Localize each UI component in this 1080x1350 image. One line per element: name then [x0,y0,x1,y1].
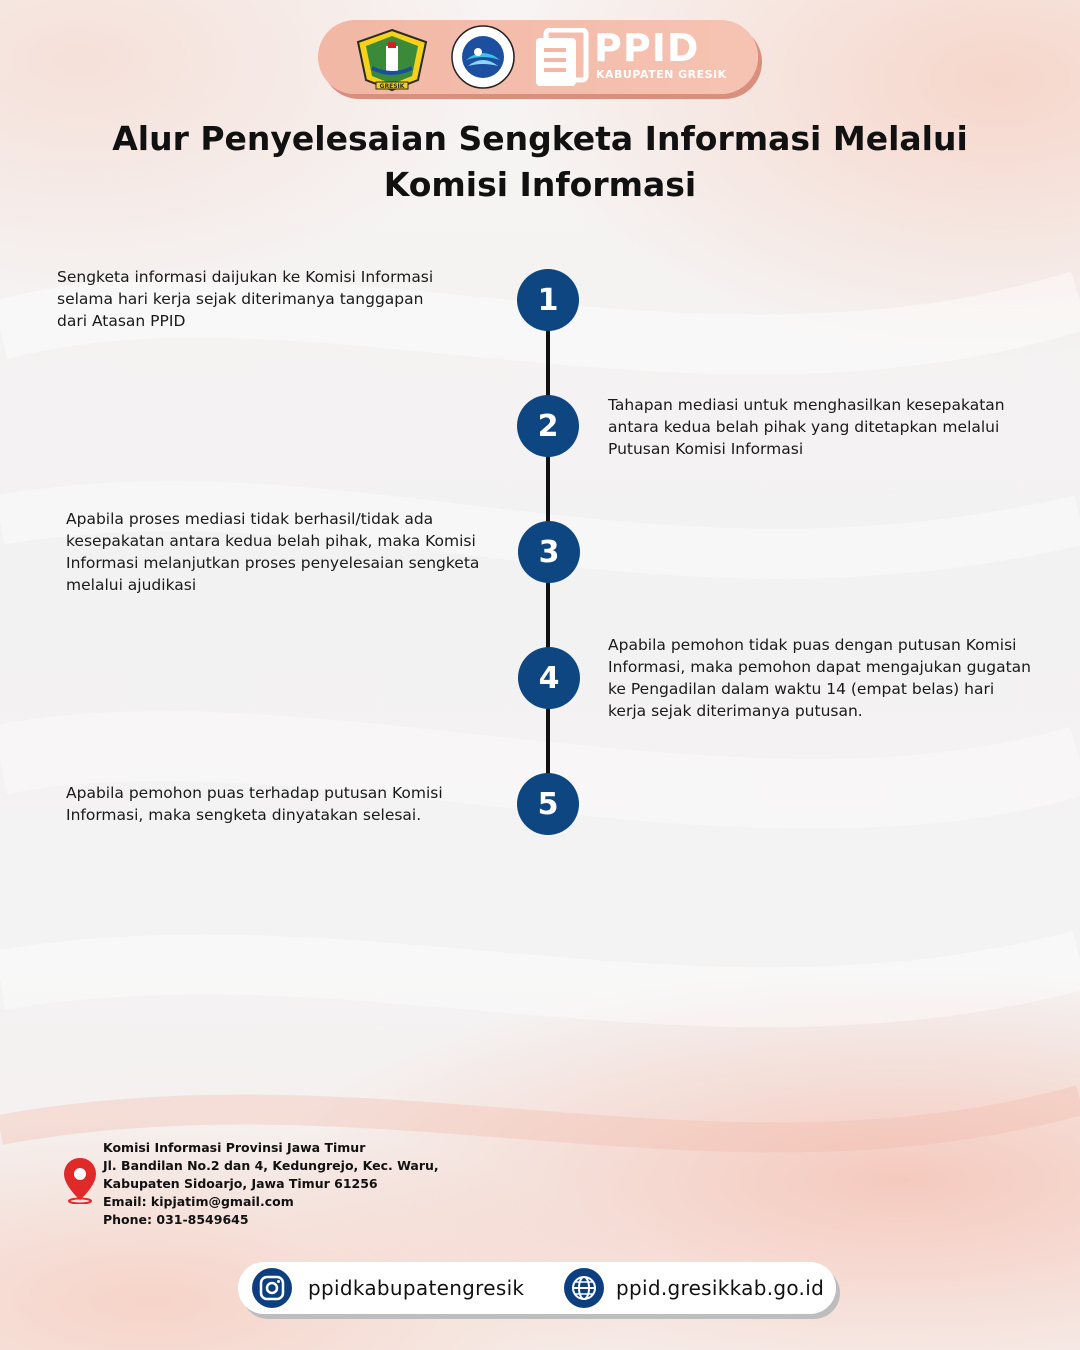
diskominfo-logo [450,24,516,90]
gresik-emblem-logo [356,28,428,92]
social-bar [238,1262,836,1314]
instagram-icon[interactable] [252,1268,292,1308]
globe-icon[interactable] [564,1268,604,1308]
address-email[interactable]: Email: kipjatim@gmail.com [103,1194,294,1209]
step-3-circle: 3 [518,521,580,583]
page-title [100,116,980,208]
step-5-text: Apabila pemohon puas terhadap putusan Komisi Informasi, maka sengketa dinyatakan selesai. [66,784,443,824]
title-line-2: Komisi Informasi [383,165,697,204]
step-2-text: Tahapan mediasi untuk menghasilkan kesepakatan antara kedua belah pihak yang ditetapkan melalui Putusan Komisi Informasi [608,396,1005,458]
address-phone[interactable]: Phone: 031-8549645 [103,1212,249,1227]
address-block [103,1139,439,1229]
step-1-text: Sengketa informasi daijukan ke Komisi Informasi selama hari kerja sejak diterimanya tanggapan dari Atasan PPID [57,268,434,330]
ppid-title: PPID [594,26,700,70]
header-logo-bar [318,20,758,94]
address-city: Kabupaten Sidoarjo, Jawa Timur 61256 [103,1176,378,1191]
step-3-text: Apabila proses mediasi tidak berhasil/tidak ada kesepakatan antara kedua belah pihak, maka Komisi Informasi melanjutkan proses penyelesaian sengketa melalui ajudikasi [66,510,480,594]
step-5-circle: 5 [517,773,579,835]
step-2-circle: 2 [517,395,579,457]
step-1-circle: 1 [517,269,579,331]
step-4-text: Apabila pemohon tidak puas dengan putusan Komisi Informasi, maka pemohon dapat mengajukan gugatan ke Pengadilan dalam waktu 14 (empat belas) hari kerja sejak diterimanya putusan. [608,636,1031,720]
step-4-circle: 4 [518,647,580,709]
emblem-label: GRESIK [379,83,405,90]
address-street: Jl. Bandilan No.2 dan 4, Kedungrejo, Kec. Waru, [103,1158,439,1173]
website-link[interactable]: ppid.gresikkab.go.id [616,1276,825,1300]
document-icon [534,28,590,88]
location-pin-icon [62,1156,98,1204]
title-line-1: Alur Penyelesaian Sengketa Informasi Melalui [112,119,968,158]
instagram-handle[interactable]: ppidkabupatengresik [308,1276,525,1300]
ppid-subtitle: KABUPATEN GRESIK [596,68,727,81]
address-name: Komisi Informasi Provinsi Jawa Timur [103,1140,366,1155]
